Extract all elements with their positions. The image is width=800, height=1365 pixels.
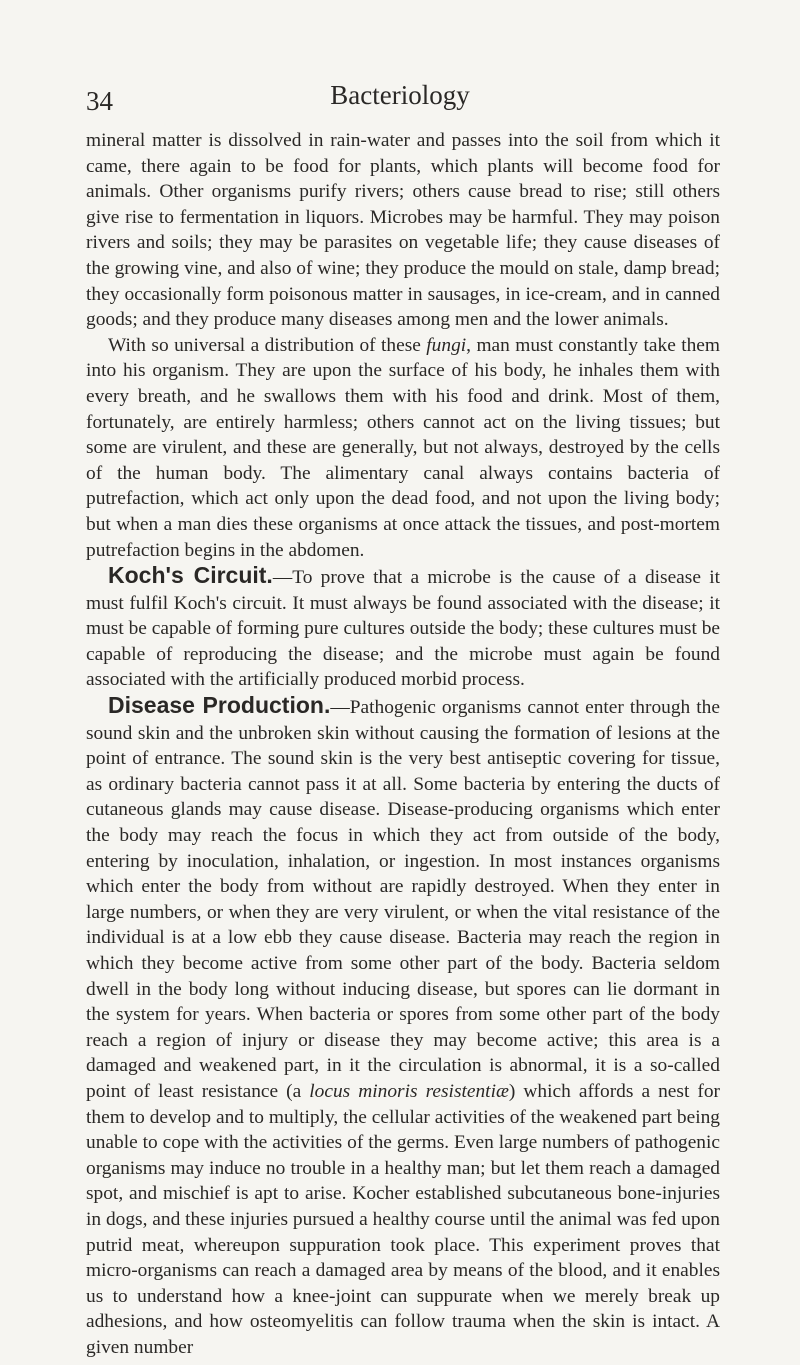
paragraph-koch-circuit-text: —To prove that a microbe is the cause of a disease it must fulfil Koch's circuit. It must always be found associated with the disease; it must be capable of forming pure cultures outside the body; these cultures must be capable of reproducing the disease; and the microbe must again be found associated with the artificially produced morbid process. — [86, 567, 720, 691]
paragraph-2-text-a: With so universal a distribution of these — [108, 334, 427, 356]
page-header — [0, 80, 800, 120]
running-head: Bacteriology — [330, 80, 470, 110]
side-heading-koch-circuit: Koch's Circuit. — [108, 562, 273, 589]
paragraph-2-text-b: , man must constantly take them into his organism. They are upon the surface of his body, he inhales them with every breath, and he swallows them with his food and drink. Most of them, fortunately, are entirely harmless; others cannot act on the living tissues; but some are virulent, and these are generally, but not always, destroyed by the cells of the human body. The alimentary canal always contains bacteria of putrefaction, which act only upon the dead food, and not upon the living body; but when a man dies these organisms at once attack the tissues, and post-mortem putrefaction begins in the abdomen. — [86, 334, 721, 561]
paragraph-disease-production-text-b: ) which affords a nest for them to develop and to multiply, the cellular activities of the weakened part being unable to cope with the activities of the germs. Even large numbers of pathogenic organisms may induce no trouble in a healthy man; but let them reach a damaged spot, and mischief is apt to arise. Kocher established subcutaneous bone-injuries in dogs, and these injuries pursued a healthy course until the animal was fed upon putrid meat, whereupon suppuration took place. This experiment proves that micro-organisms can reach a damaged area by means of the blood, and it enables us to understand how a knee-joint can suppurate when we merely break up adhesions, and how osteomyelitis can follow trauma when the skin is intact. A given number — [86, 1080, 721, 1358]
paragraph-1: mineral matter is dissolved in rain-water and passes into the soil from which it came, there again to be food for plants, which plants will become food for animals. Other organisms purify rivers; others cause bread to rise; still others give rise to fermentation in liquors. Microbes may be harmful. They may poison rivers and soils; they may be parasites on vegetable life; they cause diseases of the growing vine, and also of wine; they produce the mould on stale, damp bread; they occasionally form poisonous matter in sausages, in ice-cream, and in canned goods; and they produce many diseases among men and the lower animals. — [86, 130, 720, 331]
paragraph-koch-circuit — [86, 563, 720, 693]
paragraph-disease-production-text-a: —Pathogenic organisms cannot enter through the sound skin and the unbroken skin without causing the formation of lesions at the point of entrance. The sound skin is the very best antiseptic covering for tissue, as ordinary bacteria cannot pass it at all. Some bacteria by entering the ducts of cutaneous glands may cause disease. Disease-producing organisms which enter the body may reach the focus in which they act from outside of the body, entering by inoculation, inhalation, or ingestion. In most instances organisms which enter the body from without are rapidly destroyed. When they enter in large numbers, or when they are very virulent, or when the vital resistance of the individual is at a low ebb they cause disease. Bacteria may reach the region in which they become active from some other part of the body. Bacteria seldom dwell in the body long without inducing disease, but spores can lie dormant in the system for years. When bacteria or spores from some other part of the body reach a region of injury or disease they may become active; this area is a damaged and weakened part, in it the circulation is abnormal, it is a so-called point of least resistance (a — [86, 697, 720, 1102]
paragraph-2-emphasis: fungi — [426, 334, 467, 356]
side-heading-disease-production: Disease Production. — [108, 692, 331, 719]
page-number: 34 — [86, 86, 113, 116]
paragraph-disease-production — [86, 693, 720, 1360]
body-text — [86, 128, 720, 1361]
paragraph-disease-production-emphasis: locus minoris resistentiæ — [309, 1080, 509, 1102]
paragraph-2 — [86, 333, 720, 563]
